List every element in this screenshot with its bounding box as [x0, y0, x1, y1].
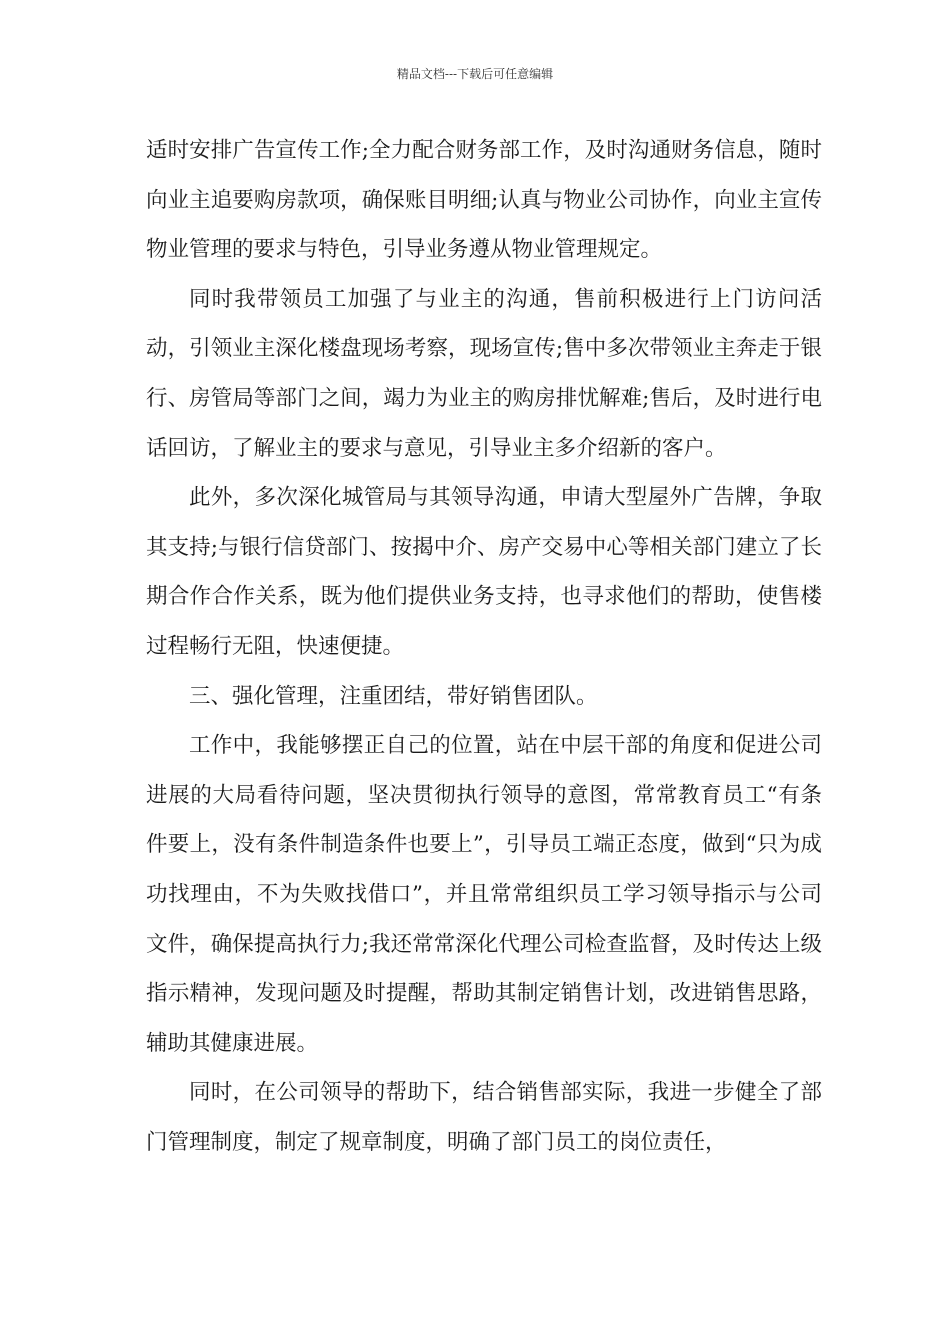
document-body [146, 126, 822, 1167]
paragraph-customer-communication: 同时我带领员工加强了与业主的沟通，售前积极进行上门访问活动，引领业主深化楼盘现场考察，现场宣传;售中多次带领业主奔走于银行、房管局等部门之间，竭力为业主的购房排忧解难;售后，及时进行电话回访，了解业主的要求与意见，引导业主多介绍新的客户。 [146, 286, 822, 461]
page-header: 精品文档---下载后可任意编辑 [396, 67, 554, 81]
paragraph-management: 工作中，我能够摆正自己的位置，站在中层干部的角度和促进公司进展的大局看待问题，坚决贯彻执行领导的意图，常常教育员工“有条件要上，没有条件制造条件也要上”，引导员工端正态度，做到“只为成功找理由，不为失败找借口”，并且常常组织员工学习领导指示与公司文件，确保提高执行力;我还常常深化代理公司检查监督，及时传达上级指示精神，发现问题及时提醒，帮助其制定销售计划，改进销售思路，辅助其健康进展。 [146, 733, 822, 1056]
paragraph-systems: 同时，在公司领导的帮助下，结合销售部实际，我进一步健全了部门管理制度，制定了规章制度，明确了部门员工的岗位责任， [146, 1080, 822, 1155]
paragraph-external-relations: 此外，多次深化城管局与其领导沟通，申请大型屋外广告牌，争取其支持;与银行信贷部门、按揭中介、房产交易中心等相关部门建立了长期合作合作关系，既为他们提供业务支持，也寻求他们的帮助，使售楼过程畅行无阻，快速便捷。 [146, 485, 822, 659]
paragraph-continued: 适时安排广告宣传工作;全力配合财务部工作，及时沟通财务信息，随时向业主追要购房款项，确保账目明细;认真与物业公司协作，向业主宣传物业管理的要求与特色，引导业务遵从物业管理规定。 [146, 138, 822, 263]
section-heading: 三、强化管理，注重团结，带好销售团队。 [189, 683, 598, 709]
